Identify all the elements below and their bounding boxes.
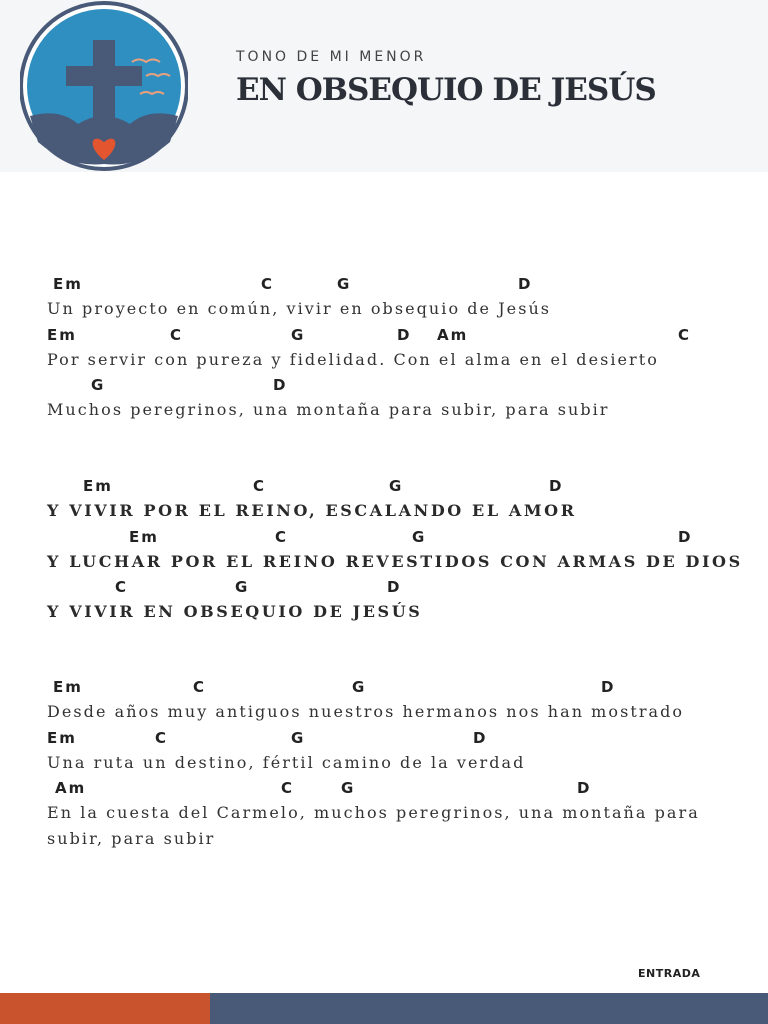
song-title: EN OBSEQUIO DE JESÚS [236, 72, 656, 108]
chord: D [577, 779, 592, 797]
lyric-line: Muchos peregrinos, una montaña para subir, para subir [47, 400, 610, 419]
section-type-label: ENTRADA [638, 967, 701, 980]
chord: D [601, 678, 616, 696]
chorus [0, 477, 768, 629]
chord: C [261, 275, 275, 293]
song-line [0, 528, 768, 579]
footer-accent-bar-blue [210, 993, 768, 1024]
chord: Em [129, 527, 159, 546]
chord: G [291, 325, 306, 344]
chord: C [115, 578, 129, 596]
chord: Am [437, 325, 469, 344]
song-line [0, 477, 768, 528]
chord: Em [53, 275, 83, 293]
chord: G [352, 678, 367, 696]
chord: C [155, 728, 169, 747]
chord: C [253, 477, 267, 495]
chord: G [91, 376, 106, 394]
lyric-line-continued: subir, para subir [47, 829, 216, 848]
chord: D [473, 728, 488, 747]
lyric-line: Y LUCHAR POR EL REINO REVESTIDOS CON ARMAS DE DIOS [47, 551, 743, 571]
footer-accent-bar-orange [0, 993, 210, 1024]
chord: Am [55, 779, 87, 797]
chord: D [678, 527, 693, 546]
chord: D [387, 578, 402, 596]
chord: Em [83, 477, 113, 495]
chord: D [549, 477, 564, 495]
song-line [0, 376, 768, 427]
song-line [0, 678, 768, 729]
chord: C [170, 325, 184, 344]
lyric-line: Y VIVIR POR EL REINO, ESCALANDO EL AMOR [47, 501, 577, 520]
chord: Em [47, 325, 77, 344]
chord: D [273, 376, 288, 394]
song-line [0, 729, 768, 780]
lyric-line: Por servir con pureza y fidelidad. Con el alma en el desierto [47, 349, 659, 369]
lyric-line: En la cuesta del Carmelo, muchos peregrinos, una montaña para [47, 803, 700, 822]
chord: C [275, 527, 289, 546]
chord: G [291, 728, 306, 747]
lyric-line: Y VIVIR EN OBSEQUIO DE JESÚS [47, 602, 423, 621]
chord: G [235, 578, 250, 596]
song-line [0, 578, 768, 629]
chord: Em [47, 728, 77, 747]
chord: D [397, 325, 412, 344]
chord: C [281, 779, 295, 797]
chord: C [193, 678, 207, 696]
song-line [0, 326, 768, 377]
lyric-line: Desde años muy antiguos nuestros hermanos nos han mostrado [47, 702, 685, 721]
song-line [0, 779, 768, 848]
chord: G [412, 527, 427, 546]
song-line [0, 275, 768, 326]
chord: G [341, 779, 356, 797]
song-key-label: TONO DE MI MENOR [236, 49, 427, 65]
lyric-line: Un proyecto en común, vivir en obsequio de Jesús [47, 299, 552, 318]
verse-1 [0, 275, 768, 427]
lyric-line: Una ruta un destino, fértil camino de la verdad [47, 752, 526, 772]
verse-2 [0, 678, 768, 848]
chord: G [389, 477, 404, 495]
chord: G [337, 275, 352, 293]
chord: Em [53, 678, 83, 696]
chord: C [678, 325, 692, 344]
chord: D [518, 275, 533, 293]
